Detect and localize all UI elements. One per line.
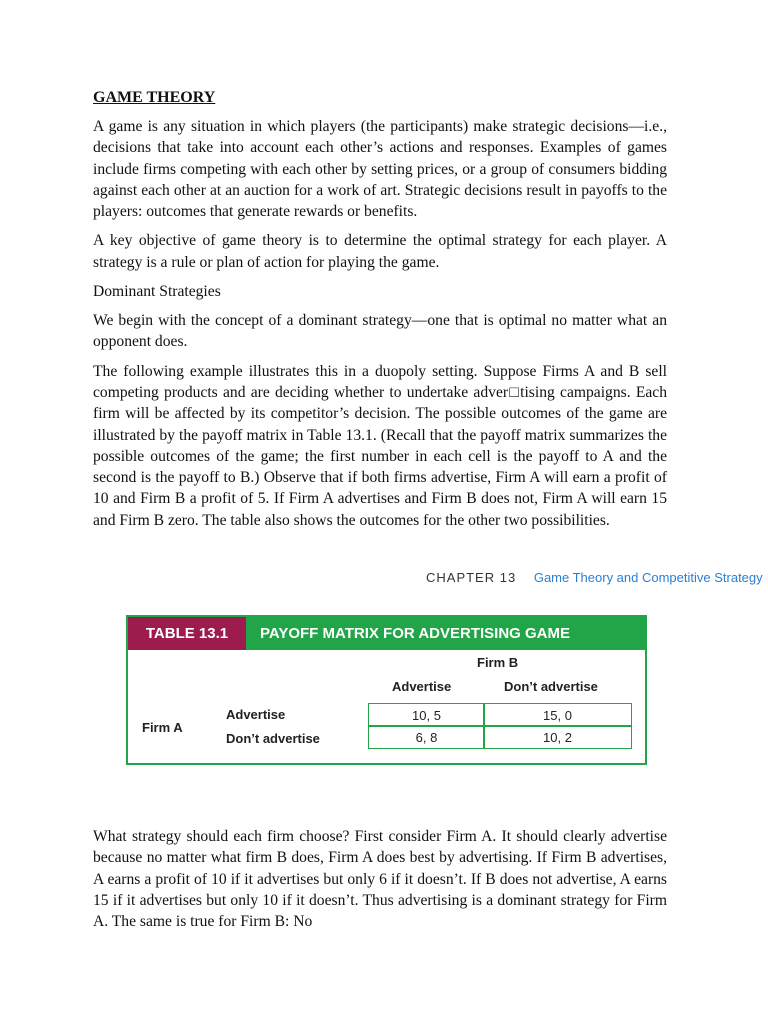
clipped-chapter-label: CHAPTER 13 [426, 570, 517, 585]
column-label-dont-advertise: Don’t advertise [504, 679, 598, 694]
cell-dont-dont: 10, 2 [483, 725, 632, 749]
paragraph-strategy-analysis: What strategy should each firm choose? First consider Firm A. It should clearly advertise because no matter what firm B does, Firm A does best by advertising. If Firm B advertises, A earns a profit of 10 if it advertises but only 6 if it doesn’t. If B does not advertise, A earns 15 if it advertises but only 10 if it doesn’t. Thus advertising is a dominant strategy for Firm A. The same is true for Firm B: No [93, 828, 667, 931]
clipped-chapter-title: Game Theory and Competitive Strategy [533, 570, 763, 585]
column-label-advertise: Advertise [392, 679, 452, 694]
paragraph-game-definition: A game is any situation in which players (the participants) make strategic decisions—i.e., decisions that take into account each other’s actions and responses. Examples of games include firms competing with each other by setting prices, or a group of consumers bidding against each other at an auction for a work of art. Strategic decisions result in payoffs to the players: outcomes that generate rewards or benefits. [93, 118, 667, 221]
clipped-chapter-header [426, 570, 763, 594]
paragraph-objective: A key objective of game theory is to determine the optimal strategy for each player. A strategy is a rule or plan of action for playing the game. [93, 232, 667, 271]
cell-dont-advertise: 6, 8 [368, 725, 485, 749]
section-heading-dominant-strategies: Dominant Strategies [93, 283, 221, 301]
document-body-continued [93, 826, 667, 940]
cell-advertise-dont: 15, 0 [483, 703, 632, 727]
payoff-matrix-table [126, 615, 647, 765]
table-title: PAYOFF MATRIX FOR ADVERTISING GAME [246, 617, 645, 650]
document-body [93, 88, 667, 539]
table-header [128, 617, 645, 650]
row-player-label: Firm A [142, 720, 183, 735]
paragraph-duopoly-example: The following example illustrates this in a duopoly setting. Suppose Firms A and B sell competing products and are deciding whether to undertake adver□tising campaigns. Each firm will be affected by its competitor’s decision. The possible outcomes of the game are illustrated by the payoff matrix in Table 13.1. (Recall that the payoff matrix summarizes the possible outcomes of the game; the first number in each cell is the payoff to A and the second is the payoff to B.) Observe that if both firms advertise, Firm A will earn a profit of 10 and Firm B a profit of 5. If Firm A advertises and Firm B does not, Firm A will earn 15 and Firm B zero. The table also shows the outcomes for the other two possibilities. [93, 362, 667, 529]
table-number: TABLE 13.1 [128, 617, 246, 650]
column-player-label: Firm B [477, 655, 519, 670]
row-label-advertise: Advertise [226, 707, 286, 722]
paragraph-dominant-strategy: We begin with the concept of a dominant strategy—one that is optimal no matter what an opponent does. [93, 312, 667, 351]
cell-advertise-advertise: 10, 5 [368, 703, 485, 727]
row-label-dont-advertise: Don’t advertise [226, 731, 320, 746]
page-title: GAME THEORY [93, 89, 216, 106]
